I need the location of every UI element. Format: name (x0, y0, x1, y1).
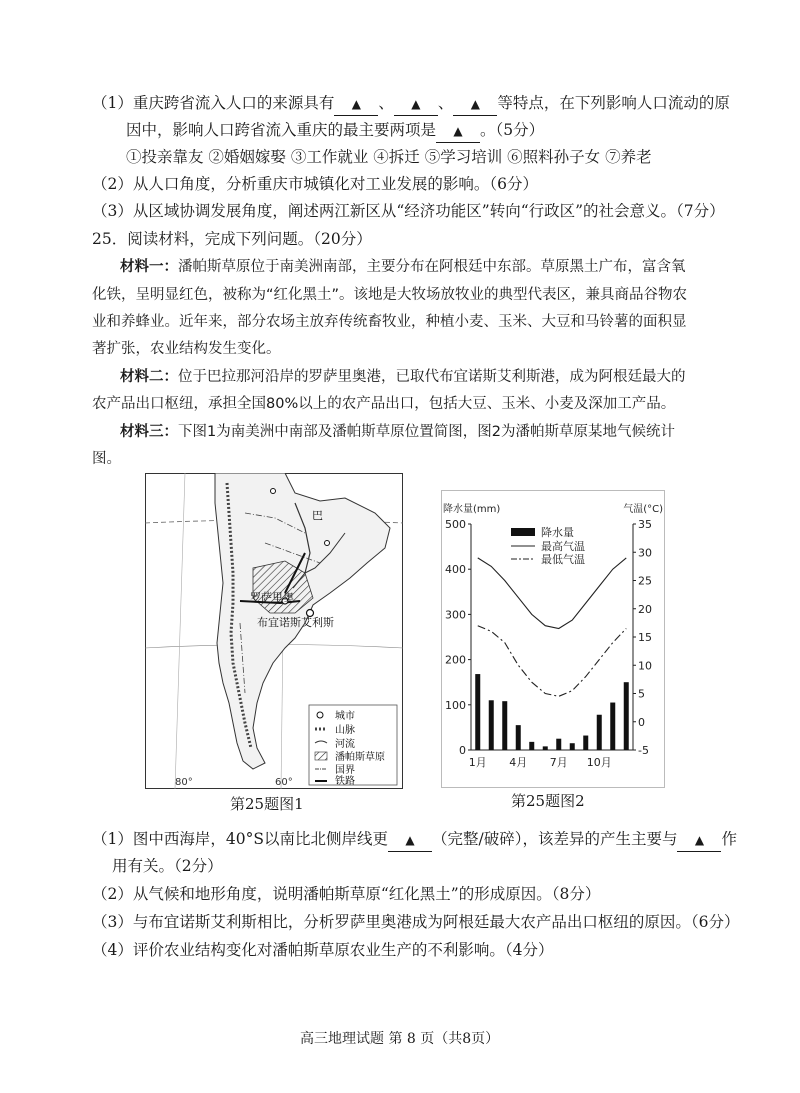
material-3-line1 (120, 421, 675, 443)
climate-chart (441, 490, 665, 788)
label-buenos-aires: 布宜诺斯艾利斯 (257, 616, 334, 629)
left-tick-label: 500 (445, 518, 466, 531)
material-1-line3: 业和养蜂业。近年来，部分农场主放弃传统畜牧业，种植小麦、玉米、大豆和马铃薯的面积显 (92, 314, 687, 330)
answer-blank[interactable]: ▲ (453, 93, 497, 116)
legend-border: 国界 (335, 765, 355, 776)
x-tick-label: 10月 (586, 756, 612, 769)
q24-part1-prefix: （1）重庆跨省流入人口的来源具有 (92, 94, 335, 112)
left-tick-label: 100 (445, 698, 466, 712)
precip-bar (624, 682, 629, 750)
y-axis-title: 降水量(mm) (443, 504, 501, 515)
precip-bar (502, 701, 507, 750)
q24-part2: （2）从人口角度，分析重庆市城镇化对工业发展的影响。（6分） (92, 175, 538, 193)
answer-blank[interactable]: ▲ (334, 93, 378, 116)
legend-railway: 铁路 (335, 776, 355, 787)
legend-precip-swatch (511, 528, 535, 536)
precip-bar (597, 715, 602, 750)
q24-part1b-suffix: 。（5分） (480, 121, 545, 139)
legend-city-icon (317, 712, 323, 718)
precip-bar (570, 743, 575, 750)
material-1-line4: 著扩张，农业结构发生变化。 (92, 341, 281, 357)
left-tick-label: 300 (445, 608, 466, 622)
legend-city: 城市 (335, 711, 355, 722)
figure-2-caption: 第25题图2 (511, 792, 585, 810)
city-north (271, 489, 276, 494)
precip-bar (489, 700, 494, 750)
material-3-line2: 图。 (92, 451, 121, 467)
legend-river: 河流 (335, 739, 355, 750)
right-tick-label: 15 (638, 631, 652, 644)
answer-blank[interactable]: ▲ (388, 829, 432, 852)
figure-1-caption: 第25题图1 (230, 795, 304, 813)
legend-pampas-icon (315, 752, 327, 760)
page-footer: 高三地理试题 第 8 页（共8页） (300, 1031, 500, 1047)
left-tick-label: 0 (459, 744, 466, 757)
separator: 、 (378, 94, 394, 112)
answer-blank[interactable]: ▲ (436, 120, 480, 143)
left-tick-label: 200 (445, 653, 466, 667)
right-tick-label: -5 (638, 744, 649, 757)
material-1-line1 (120, 256, 686, 278)
precip-bar (475, 674, 480, 750)
material-1-text: 潘帕斯草原位于南美洲南部，主要分布在阿根廷中东部。草原黑土广布，富含氧 (178, 259, 686, 275)
right-tick-label: 5 (638, 687, 645, 701)
precip-bar (529, 742, 534, 750)
answer-blank[interactable]: ▲ (394, 93, 438, 116)
city-mid (325, 541, 330, 546)
material-2-line2: 农产品出口枢纽，承担全国80%以上的农产品出口，包括大豆、玉米、小麦及深加工产品。 (92, 396, 676, 412)
q25-part1-line2: 用有关。（2分） (112, 857, 223, 875)
legend-mountain: 山脉 (335, 725, 355, 736)
answer-blank[interactable]: ▲ (677, 829, 721, 852)
right-tick-label: 35 (638, 518, 652, 531)
precip-bar (583, 736, 588, 750)
south-america-map (145, 473, 403, 789)
precip-bar (516, 725, 521, 750)
material-3-label: 材料三： (120, 424, 178, 440)
q24-part1-line1 (92, 92, 730, 116)
q25-part4: （4）评价农业结构变化对潘帕斯草原农业生产的不利影响。（4分） (92, 941, 554, 959)
x-tick-label: 1月 (468, 756, 487, 769)
material-3-text: 下图1为南美洲中南部及潘帕斯草原位置简图，图2为潘帕斯草原某地气候统计 (178, 424, 675, 440)
q24-part1-suffix: 等特点，在下列影响人口流动的原 (497, 94, 730, 112)
material-2-line1 (120, 366, 686, 388)
material-2-label: 材料二： (120, 369, 178, 385)
x-tick-label: 7月 (549, 756, 568, 769)
q24-part3: （3）从区域协调发展角度，阐述两江新区从“经济功能区”转向“行政区”的社会意义。（7分） (92, 202, 725, 220)
right-tick-label: 20 (638, 602, 652, 616)
q25-part3: （3）与布宜诺斯艾利斯相比，分析罗萨里奥港成为阿根廷最大农产品出口枢纽的原因。（6分） (92, 913, 740, 931)
x-tick-label: 4月 (509, 756, 528, 769)
q25-part1-suffix: 作 (721, 830, 737, 848)
q24-part1-line2 (126, 119, 544, 143)
q24-part1b-prefix: 因中，影响人口跨省流入重庆的最主要两项是 (126, 121, 437, 139)
q25-part1-prefix: （1）图中西海岸，40°S以南比北侧岸线更 (92, 830, 388, 848)
q25-heading: 25．阅读材料，完成下列问题。（20分） (92, 230, 372, 248)
precip-bar (556, 739, 561, 750)
q24-options: ①投亲靠友 ②婚姻嫁娶 ③工作就业 ④拆迁 ⑤学习培训 ⑥照料孙子女 ⑦养老 (126, 148, 652, 166)
material-1-line2: 化铁，呈明显红色，被称为“红化黑土”。该地是大牧场放牧业的典型代表区，兼具商品谷物农 (92, 287, 688, 303)
left-tick-label: 400 (445, 563, 466, 577)
legend-min-label: 最低气温 (541, 553, 585, 566)
legend-pampas: 潘帕斯草原 (335, 752, 385, 763)
q25-part1-line1 (92, 828, 737, 852)
material-2-text: 位于巴拉那河沿岸的罗萨里奥港，已取代布宜诺斯艾利斯港，成为阿根廷最大的 (178, 369, 686, 385)
q25-part2: （2）从气候和地形角度，说明潘帕斯草原“红化黑土”的形成原因。（8分） (92, 885, 601, 903)
separator: 、 (437, 94, 454, 112)
legend-max-label: 最高气温 (541, 540, 585, 553)
precip-bar (610, 703, 615, 750)
material-1-label: 材料一： (120, 259, 178, 275)
y-right-axis-title: 气温(°C) (623, 504, 663, 515)
right-tick-label: 10 (638, 659, 652, 673)
q25-part1-mid: （完整/破碎），该差异的产生主要与 (431, 830, 678, 848)
label-brazil: 巴 (312, 509, 323, 522)
lon-80-label: 80° (175, 777, 193, 788)
right-tick-label: 30 (638, 546, 652, 560)
right-tick-label: 0 (638, 715, 645, 729)
label-rosario: 罗萨里奥 (250, 591, 294, 604)
legend-precip-label: 降水量 (541, 526, 574, 539)
lon-60-label: 60° (275, 777, 293, 788)
right-tick-label: 25 (638, 574, 652, 588)
precip-bar (543, 746, 548, 750)
